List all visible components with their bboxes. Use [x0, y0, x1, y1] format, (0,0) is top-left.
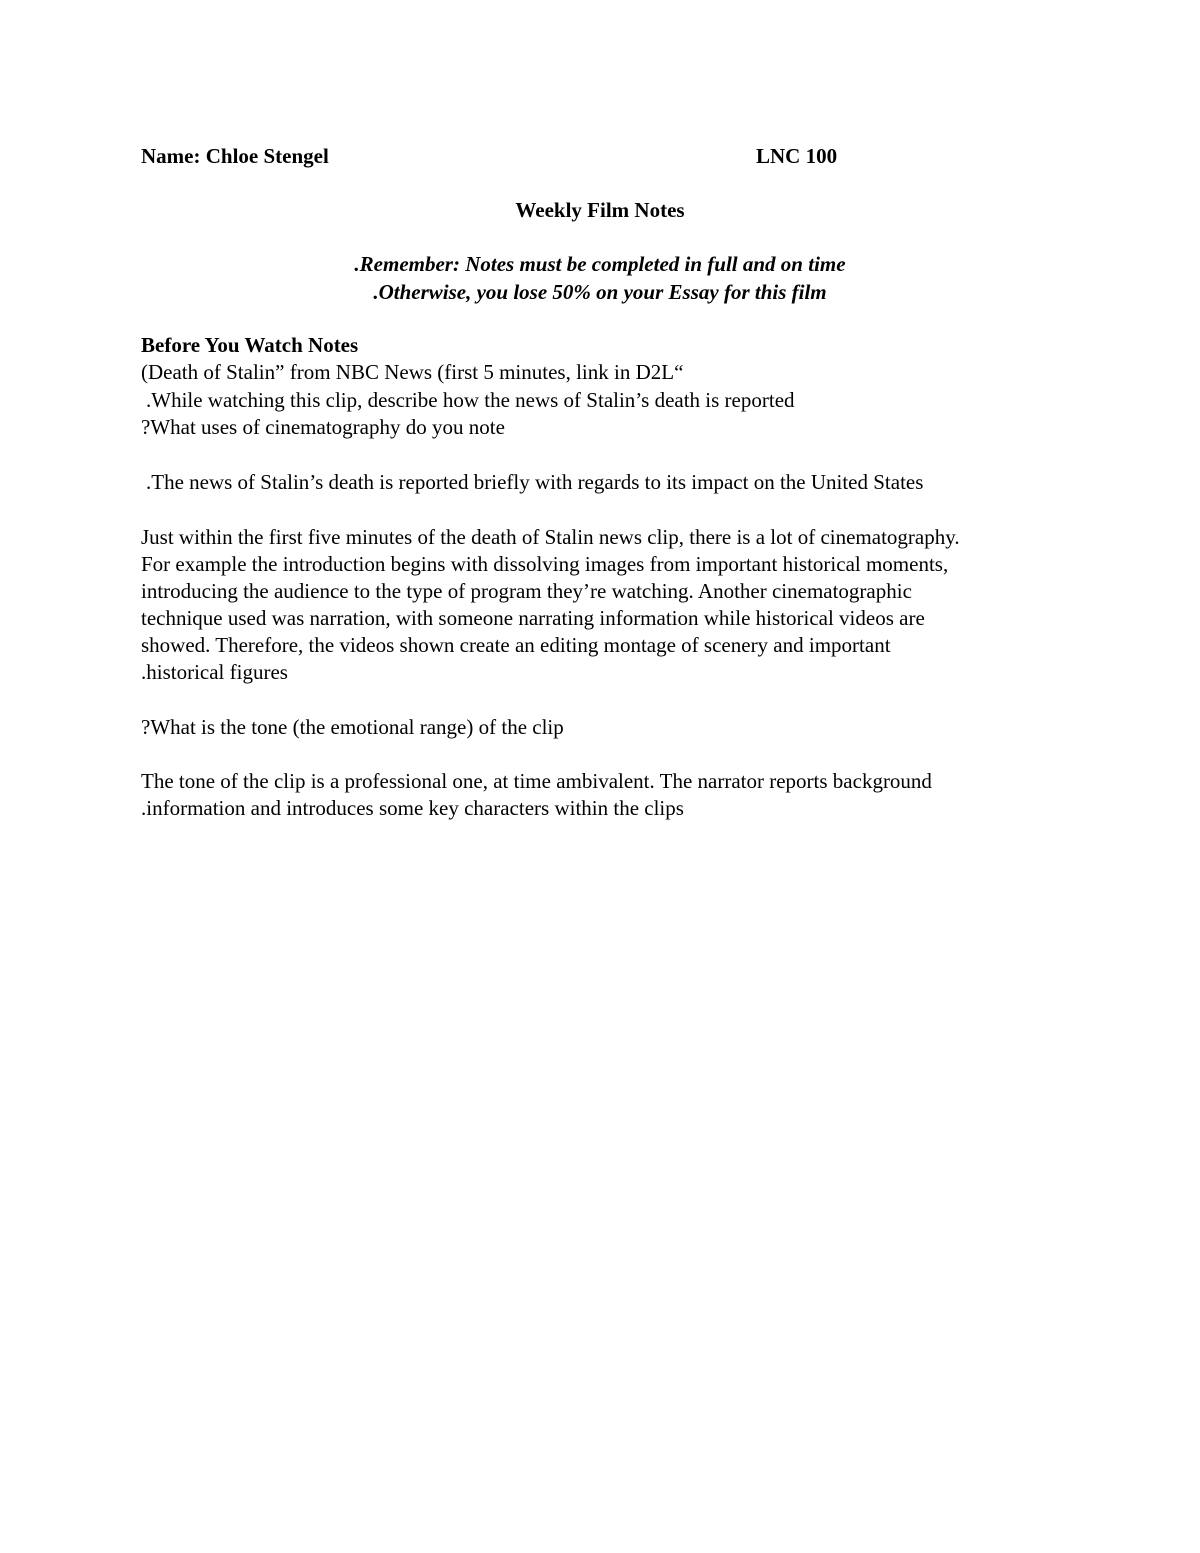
answer-2-line-1: Just within the first five minutes of the death of Stalin news clip, there is a lot of cinematography. — [141, 525, 960, 549]
answer-1: .The news of Stalin’s death is reported briefly with regards to its impact on the United States — [146, 470, 924, 494]
reminder-line-2: .Otherwise, you lose 50% on your Essay for this film — [373, 280, 827, 304]
section-heading: Before You Watch Notes — [141, 333, 359, 357]
course-code: LNC 100 — [756, 144, 838, 168]
prompt-line-3: ?What uses of cinematography do you note — [141, 415, 505, 439]
reminder-line-1: .Remember: Notes must be completed in full and on time — [354, 252, 846, 276]
prompt-line-2: .While watching this clip, describe how the news of Stalin’s death is reported — [146, 388, 795, 412]
answer-3-line-1: The tone of the clip is a professional one, at time ambivalent. The narrator reports background — [141, 769, 932, 793]
answer-2-line-6: .historical figures — [141, 660, 288, 684]
student-name: Name: Chloe Stengel — [141, 144, 329, 168]
prompt-line-1: (Death of Stalin” from NBC News (first 5 minutes, link in D2L“ — [141, 360, 684, 384]
answer-2-line-2: For example the introduction begins with dissolving images from important historical moments, — [141, 552, 949, 576]
document-title: Weekly Film Notes — [515, 198, 685, 222]
answer-3-line-2: .information and introduces some key characters within the clips — [141, 796, 684, 820]
answer-2-line-5: showed. Therefore, the videos shown create an editing montage of scenery and important — [141, 633, 891, 657]
answer-2-line-4: technique used was narration, with someone narrating information while historical videos are — [141, 606, 925, 630]
answer-2-line-3: introducing the audience to the type of program they’re watching. Another cinematographic — [141, 579, 912, 603]
question-2: ?What is the tone (the emotional range) of the clip — [141, 715, 564, 739]
